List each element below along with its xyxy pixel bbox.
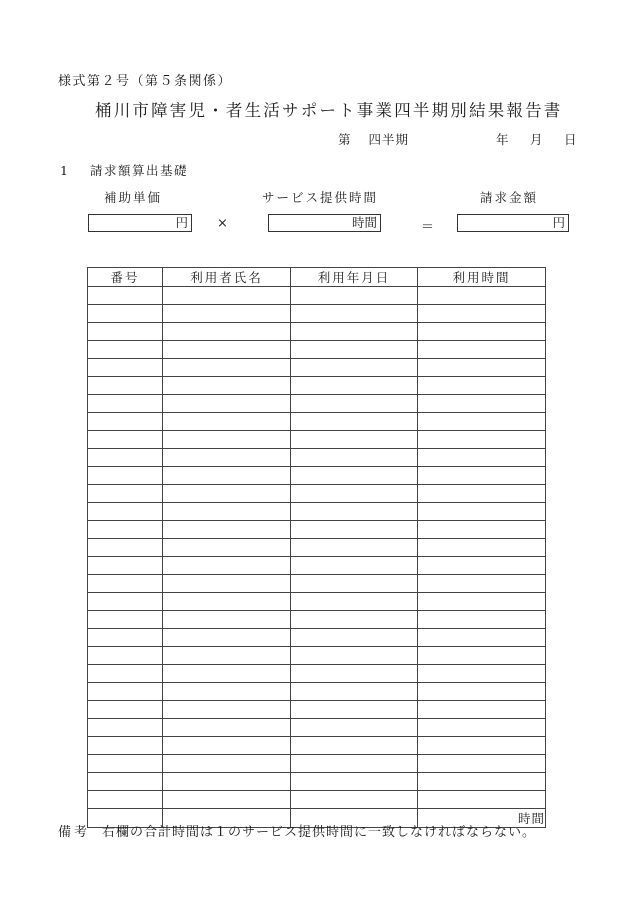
- quarter-prefix: 第: [338, 132, 351, 147]
- cell-usage-date[interactable]: [291, 557, 418, 575]
- table-row: [88, 305, 546, 323]
- cell-usage-date[interactable]: [291, 287, 418, 305]
- cell-usage-date[interactable]: [291, 791, 418, 809]
- cell-number[interactable]: [88, 377, 163, 395]
- total-hours-cell[interactable]: 時間: [418, 809, 546, 828]
- cell-usage-hours[interactable]: [418, 485, 546, 503]
- table-row: [88, 773, 546, 791]
- table-row: [88, 719, 546, 737]
- cell-number[interactable]: [88, 701, 163, 719]
- cell-number[interactable]: [88, 539, 163, 557]
- cell-user-name[interactable]: [163, 377, 291, 395]
- cell-usage-date[interactable]: [291, 467, 418, 485]
- cell-usage-date[interactable]: [291, 575, 418, 593]
- cell-usage-hours[interactable]: [418, 503, 546, 521]
- cell-number[interactable]: [88, 575, 163, 593]
- cell-user-name[interactable]: [163, 359, 291, 377]
- hours-suffix: 時間: [351, 215, 377, 230]
- quarter-label: 四半期: [368, 132, 410, 147]
- table-row: [88, 557, 546, 575]
- cell-usage-hours[interactable]: [418, 719, 546, 737]
- quarter-field: [338, 130, 409, 148]
- cell-number[interactable]: [88, 683, 163, 701]
- cell-user-name[interactable]: [163, 449, 291, 467]
- remarks: [58, 821, 536, 840]
- cell-number[interactable]: [88, 359, 163, 377]
- cell-user-name[interactable]: [163, 413, 291, 431]
- cell-user-name[interactable]: [163, 431, 291, 449]
- cell-user-name[interactable]: [163, 557, 291, 575]
- claim-amount-field[interactable]: [457, 214, 569, 232]
- table-row: [88, 485, 546, 503]
- cell-usage-hours[interactable]: [418, 413, 546, 431]
- table-row: [88, 683, 546, 701]
- cell-user-name[interactable]: [163, 395, 291, 413]
- cell-number[interactable]: [88, 557, 163, 575]
- cell-user-name[interactable]: [163, 755, 291, 773]
- table-header-row: [88, 268, 546, 287]
- cell-number[interactable]: [88, 737, 163, 755]
- cell-number[interactable]: [88, 467, 163, 485]
- cell-usage-date[interactable]: [291, 611, 418, 629]
- table-row: [88, 503, 546, 521]
- section-heading: [60, 161, 188, 179]
- cell-usage-hours[interactable]: [418, 305, 546, 323]
- cell-user-name[interactable]: [163, 791, 291, 809]
- table-row: [88, 629, 546, 647]
- cell-user-name[interactable]: [163, 593, 291, 611]
- table-row: [88, 755, 546, 773]
- cell-usage-date[interactable]: [291, 755, 418, 773]
- cell-number[interactable]: [88, 431, 163, 449]
- cell-usage-hours[interactable]: [418, 557, 546, 575]
- table-row: [88, 431, 546, 449]
- table-row: [88, 593, 546, 611]
- unit-price-field[interactable]: [88, 214, 192, 232]
- cell-number[interactable]: [88, 755, 163, 773]
- cell-number[interactable]: [88, 395, 163, 413]
- unit-price-label: 補助単価: [104, 190, 163, 205]
- cell-usage-hours[interactable]: [418, 431, 546, 449]
- cell-user-name[interactable]: [163, 467, 291, 485]
- cell-usage-hours[interactable]: [418, 647, 546, 665]
- cell-user-name[interactable]: [163, 611, 291, 629]
- times-symbol: ×: [217, 216, 228, 231]
- table-row: [88, 539, 546, 557]
- cell-usage-date[interactable]: [291, 539, 418, 557]
- cell-user-name[interactable]: [163, 737, 291, 755]
- remarks-text: 右欄の合計時間は１のサービス提供時間に一致しなければならない。: [102, 825, 537, 840]
- cell-usage-hours[interactable]: [418, 701, 546, 719]
- cell-user-name[interactable]: [163, 701, 291, 719]
- cell-user-name[interactable]: [163, 305, 291, 323]
- cell-number[interactable]: [88, 719, 163, 737]
- table-row: [88, 287, 546, 305]
- page-title: 桶川市障害児・者生活サポート事業四半期別結果報告書: [95, 101, 563, 120]
- table-row: [88, 701, 546, 719]
- cell-user-name[interactable]: [163, 287, 291, 305]
- table-row: [88, 323, 546, 341]
- cell-user-name[interactable]: [163, 521, 291, 539]
- cell-usage-hours[interactable]: [418, 737, 546, 755]
- header-usage-hours: 利用時間: [418, 268, 546, 287]
- table-row: [88, 575, 546, 593]
- cell-user-name[interactable]: [163, 575, 291, 593]
- cell-user-name[interactable]: [163, 665, 291, 683]
- table-row: [88, 467, 546, 485]
- cell-usage-date[interactable]: [291, 431, 418, 449]
- cell-usage-date[interactable]: [291, 737, 418, 755]
- table-row: [88, 395, 546, 413]
- cell-usage-date[interactable]: [291, 593, 418, 611]
- cell-usage-hours[interactable]: [418, 323, 546, 341]
- table-row: [88, 737, 546, 755]
- cell-number[interactable]: [88, 665, 163, 683]
- cell-number[interactable]: [88, 413, 163, 431]
- usage-records-table: [87, 267, 546, 828]
- table-row: [88, 791, 546, 809]
- cell-user-name[interactable]: [163, 647, 291, 665]
- cell-user-name[interactable]: [163, 683, 291, 701]
- cell-number[interactable]: [88, 287, 163, 305]
- cell-user-name[interactable]: [163, 773, 291, 791]
- cell-user-name[interactable]: [163, 539, 291, 557]
- header-number: 番号: [88, 268, 163, 287]
- table-row: [88, 521, 546, 539]
- header-user-name: 利用者氏名: [163, 268, 291, 287]
- table-row: [88, 341, 546, 359]
- cell-usage-date[interactable]: [291, 701, 418, 719]
- cell-user-name[interactable]: [163, 341, 291, 359]
- cell-user-name[interactable]: [163, 323, 291, 341]
- yen-suffix: 円: [175, 215, 188, 230]
- table-row: [88, 377, 546, 395]
- date-year-label: 年: [496, 132, 509, 147]
- cell-usage-date[interactable]: [291, 449, 418, 467]
- cell-usage-date[interactable]: [291, 503, 418, 521]
- date-month-label: 月: [530, 132, 543, 147]
- cell-usage-date[interactable]: [291, 377, 418, 395]
- cell-user-name[interactable]: [163, 485, 291, 503]
- cell-usage-hours[interactable]: [418, 665, 546, 683]
- table-row: [88, 449, 546, 467]
- cell-usage-hours[interactable]: [418, 611, 546, 629]
- cell-usage-hours[interactable]: [418, 791, 546, 809]
- cell-number[interactable]: [88, 305, 163, 323]
- equals-symbol: ＝: [421, 220, 435, 235]
- table-row: [88, 413, 546, 431]
- cell-number[interactable]: [88, 773, 163, 791]
- cell-usage-hours[interactable]: [418, 593, 546, 611]
- cell-number[interactable]: [88, 503, 163, 521]
- cell-usage-hours[interactable]: [418, 395, 546, 413]
- cell-usage-hours[interactable]: [418, 521, 546, 539]
- cell-usage-date[interactable]: [291, 773, 418, 791]
- cell-usage-date[interactable]: [291, 719, 418, 737]
- table-row: [88, 611, 546, 629]
- table-body: [88, 287, 546, 828]
- cell-usage-hours[interactable]: [418, 539, 546, 557]
- cell-number[interactable]: [88, 485, 163, 503]
- cell-usage-date[interactable]: [291, 323, 418, 341]
- cell-number[interactable]: [88, 791, 163, 809]
- cell-usage-hours[interactable]: [418, 341, 546, 359]
- cell-number[interactable]: [88, 629, 163, 647]
- cell-number[interactable]: [88, 323, 163, 341]
- cell-usage-date[interactable]: [291, 521, 418, 539]
- cell-usage-date[interactable]: [291, 305, 418, 323]
- cell-number[interactable]: [88, 593, 163, 611]
- cell-usage-date[interactable]: [291, 629, 418, 647]
- cell-usage-hours[interactable]: [418, 287, 546, 305]
- cell-usage-hours[interactable]: [418, 467, 546, 485]
- cell-number[interactable]: [88, 449, 163, 467]
- cell-user-name[interactable]: [163, 629, 291, 647]
- cell-usage-date[interactable]: [291, 341, 418, 359]
- cell-number[interactable]: [88, 521, 163, 539]
- cell-usage-hours[interactable]: [418, 629, 546, 647]
- date-day-label: 日: [564, 132, 577, 147]
- cell-user-name[interactable]: [163, 503, 291, 521]
- header-usage-date: 利用年月日: [291, 268, 418, 287]
- cell-number[interactable]: [88, 611, 163, 629]
- section-number: 1: [60, 163, 68, 178]
- cell-usage-hours[interactable]: [418, 359, 546, 377]
- cell-usage-date[interactable]: [291, 485, 418, 503]
- table-row: [88, 647, 546, 665]
- service-hours-field[interactable]: [268, 214, 381, 232]
- cell-usage-hours[interactable]: [418, 755, 546, 773]
- cell-user-name[interactable]: [163, 719, 291, 737]
- remarks-label: 備考: [58, 825, 91, 840]
- cell-usage-date[interactable]: [291, 395, 418, 413]
- section-label: 請求額算出基礎: [90, 163, 189, 178]
- cell-usage-date[interactable]: [291, 665, 418, 683]
- cell-usage-date[interactable]: [291, 647, 418, 665]
- cell-usage-date[interactable]: [291, 359, 418, 377]
- cell-usage-hours[interactable]: [418, 683, 546, 701]
- cell-usage-date[interactable]: [291, 683, 418, 701]
- cell-usage-hours[interactable]: [418, 773, 546, 791]
- cell-number[interactable]: [88, 647, 163, 665]
- table-row: [88, 665, 546, 683]
- service-hours-label: サービス提供時間: [262, 190, 379, 205]
- cell-usage-date[interactable]: [291, 413, 418, 431]
- table-row: [88, 359, 546, 377]
- cell-usage-hours[interactable]: [418, 377, 546, 395]
- cell-number[interactable]: [88, 341, 163, 359]
- cell-usage-hours[interactable]: [418, 449, 546, 467]
- yen-suffix: 円: [552, 215, 565, 230]
- cell-usage-hours[interactable]: [418, 575, 546, 593]
- form-number: 様式第２号（第５条関係）: [58, 74, 233, 89]
- claim-amount-label: 請求金額: [480, 190, 539, 205]
